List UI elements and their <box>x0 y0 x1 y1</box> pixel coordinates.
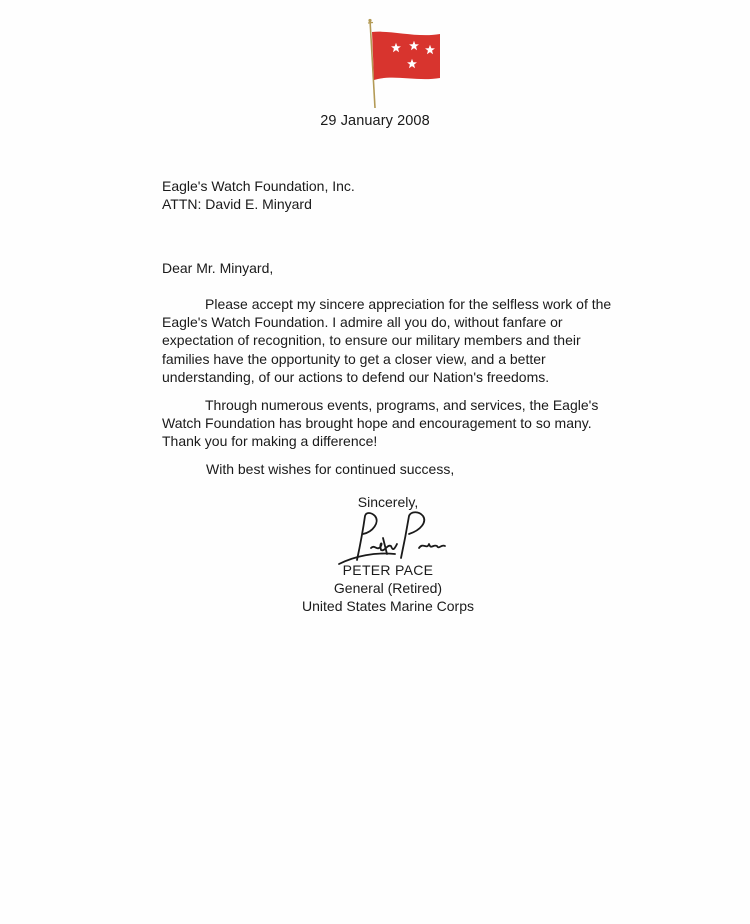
recipient-attention: ATTN: David E. Minyard <box>162 196 312 212</box>
signer-rank: General (Retired) <box>333 580 443 596</box>
signer-service: United States Marine Corps <box>302 598 474 614</box>
closing-wish: With best wishes for continued success, <box>206 461 455 477</box>
sign-off: Sincerely, <box>357 494 419 510</box>
general-four-star-flag-icon <box>362 18 444 110</box>
letter-date: 29 January 2008 <box>320 113 430 129</box>
recipient-address <box>162 177 355 213</box>
body-paragraph-2: Through numerous events, programs, and services, the Eagle's Watch Foundation has brought hope and encouragement to so many. Thank you for making a difference! <box>162 397 599 450</box>
salutation: Dear Mr. Minyard, <box>162 260 274 276</box>
body-paragraph-1: Please accept my sincere appreciation for the selfless work of the Eagle's Watch Foundation. I admire all you do, without fanfare or expectation of recognition, to ensure our military members and their families have the opportunity to get a closer view, and a better understanding, of our actions to defend our Nation's freedoms. <box>162 296 612 385</box>
handwritten-signature-icon <box>335 508 455 568</box>
signer-name: PETER PACE <box>342 562 434 578</box>
recipient-organization: Eagle's Watch Foundation, Inc. <box>162 178 355 194</box>
